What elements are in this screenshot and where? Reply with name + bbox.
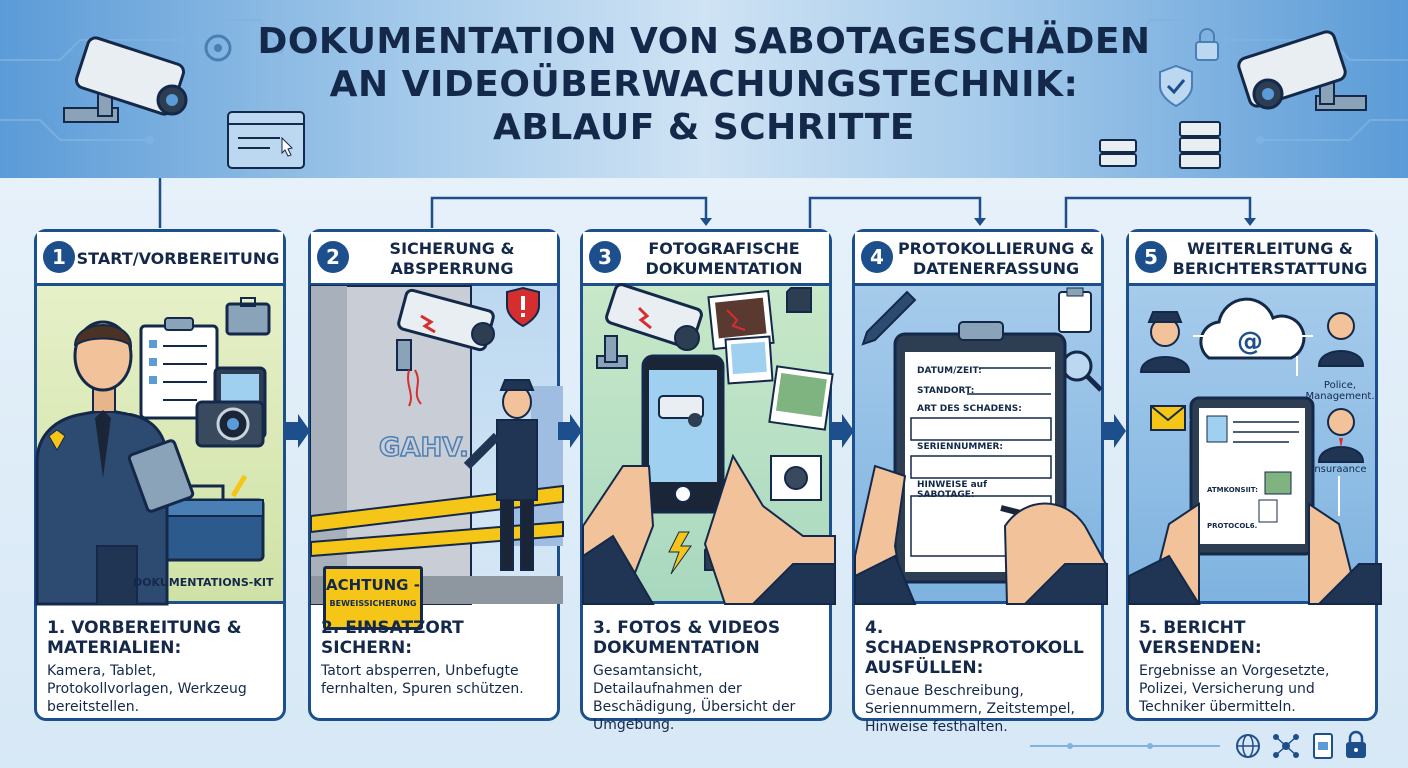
camera-icon: [197, 402, 263, 446]
insurance-avatar-icon: [1319, 409, 1363, 462]
svg-text:@: @: [1237, 327, 1263, 357]
step-1-illustration: [37, 286, 283, 604]
step-4-header: [855, 232, 1101, 286]
briefcase-icon: [227, 298, 269, 334]
step-1-title: START/VORBEREITUNG: [76, 249, 280, 268]
tablet-report: [1191, 398, 1313, 554]
step-5-caption: 5. BERICHT VERSENDEN:: [1139, 618, 1262, 658]
small-clipboard-icon: [1059, 288, 1091, 332]
step-2-title: SICHERUNG & ABSPERRUNG: [389, 239, 515, 278]
step-1-caption: 1. VORBEREITUNG & MATERIALIEN:: [47, 618, 242, 658]
form-field-location: STANDORT:: [917, 386, 975, 396]
document-icon: [1314, 734, 1332, 758]
step-1-description: Kamera, Tablet, Protokollvorlagen, Werkzeug bereitstellen.: [47, 663, 247, 715]
step-card-5: [1126, 229, 1378, 721]
step-2-illustration: [311, 286, 557, 608]
step-card-2: [308, 229, 560, 721]
arrow-right-icon: [556, 412, 584, 450]
doc-label-2: PROTOCOL6.: [1207, 522, 1258, 530]
step-5-illustration: [1129, 286, 1375, 604]
arrow-right-icon: [1100, 412, 1128, 450]
network-icon: [1273, 734, 1299, 758]
warning-sign-title: ACHTUNG -: [326, 576, 420, 594]
step-3-number: 3: [589, 241, 621, 273]
doc-label-1: ATMKONSIIT:: [1207, 486, 1258, 494]
step-4-description: Genaue Beschreibung, Seriennummern, Zeitstempel, Hinweise festhalten.: [865, 683, 1076, 735]
magnifier-icon: [1063, 352, 1101, 390]
recipient-police-management: Police, Management.: [1305, 380, 1375, 402]
graffiti-text: GAHV.: [379, 433, 469, 463]
step-1-text: [47, 618, 277, 716]
step-2-text: [321, 618, 551, 698]
step-3-title: FOTOGRAFISCHE DOKUMENTATION: [645, 239, 803, 278]
step-3-illustration: [583, 286, 829, 604]
footer-lock-icon: [1346, 732, 1366, 758]
kit-label: DOKUMENTATIONS-KIT: [133, 576, 274, 589]
step-5-description: Ergebnisse an Vorgesetzte, Polizei, Versicherung und Techniker übermitteln.: [1139, 663, 1330, 715]
title-line-1: DOKUMENTATION VON SABOTAGESCHÄDEN: [257, 21, 1151, 62]
step-2-caption: 2. EINSATZORT SICHERN:: [321, 618, 464, 658]
title-line-3: ABLAUF & SCHRITTE: [493, 107, 915, 148]
form-field-sabotage-notes: HINWEISE auf SABOTAGE:: [917, 480, 987, 500]
step-4-number: 4: [861, 241, 893, 273]
globe-icon: [1237, 735, 1259, 757]
page-title: [220, 20, 1188, 149]
step-3-text: [593, 618, 823, 734]
form-field-serial: SERIENNUMMER:: [917, 442, 1004, 452]
step-4-illustration: [855, 286, 1101, 604]
step-5-title: WEITERLEITUNG & BERICHTERSTATTUNG: [1172, 239, 1368, 278]
step-card-4: [852, 229, 1104, 735]
footer-icons: [1030, 732, 1380, 762]
step-4-caption: 4. SCHADENSPROTOKOLL AUSFÜLLEN:: [865, 618, 1084, 678]
manager-avatar-icon: [1319, 313, 1363, 366]
lightning-icon: [669, 532, 691, 574]
step-5-header: [1129, 232, 1375, 286]
step-2-header: [311, 232, 557, 286]
arrow-right-icon: [284, 412, 312, 450]
header-camera-left-icon: [64, 36, 186, 122]
step-2-number: 2: [317, 241, 349, 273]
police-avatar-icon: [1141, 312, 1189, 372]
photo-prints: [708, 291, 832, 500]
step-card-1: [34, 229, 286, 721]
smartphone-icon: [643, 356, 723, 512]
header-camera-right-icon: [1237, 30, 1366, 110]
step-3-description: Gesamtansicht, Detailaufnahmen der Beschädigung, Übersicht der Umgebung.: [593, 663, 796, 733]
form-field-damage-type: ART DES SCHADENS:: [917, 404, 1022, 414]
step-4-text: [865, 618, 1095, 736]
connector-lines: [0, 170, 1408, 230]
step-3-caption: 3. FOTOS & VIDEOS DOKUMENTATION: [593, 618, 781, 658]
arrow-right-icon: [828, 412, 856, 450]
step-card-3: [580, 229, 832, 733]
recipient-insurance: Insuraance: [1311, 464, 1367, 475]
form-field-date: DATUM/ZEIT:: [917, 366, 982, 376]
step-1-header: [37, 232, 283, 286]
alert-shield-icon: [507, 288, 539, 326]
header-banner: [0, 0, 1408, 178]
warning-sign-subtitle: BEWEISSICHERUNG: [326, 597, 420, 611]
step-4-title: PROTOKOLLIERUNG & DATENERFASSUNG: [897, 239, 1095, 278]
step-5-number: 5: [1135, 241, 1167, 273]
step-1-number: 1: [43, 241, 75, 273]
cloud-email-icon: [1201, 299, 1304, 358]
lock-icon: [1196, 29, 1218, 60]
envelope-icon: [1151, 406, 1185, 430]
step-3-header: [583, 232, 829, 286]
step-5-text: [1139, 618, 1369, 716]
step-2-description: Tatort absperren, Unbefugte fernhalten, Spuren schützen.: [321, 663, 524, 697]
title-line-2: AN VIDEOÜBERWACHUNGSTECHNIK:: [329, 64, 1079, 105]
